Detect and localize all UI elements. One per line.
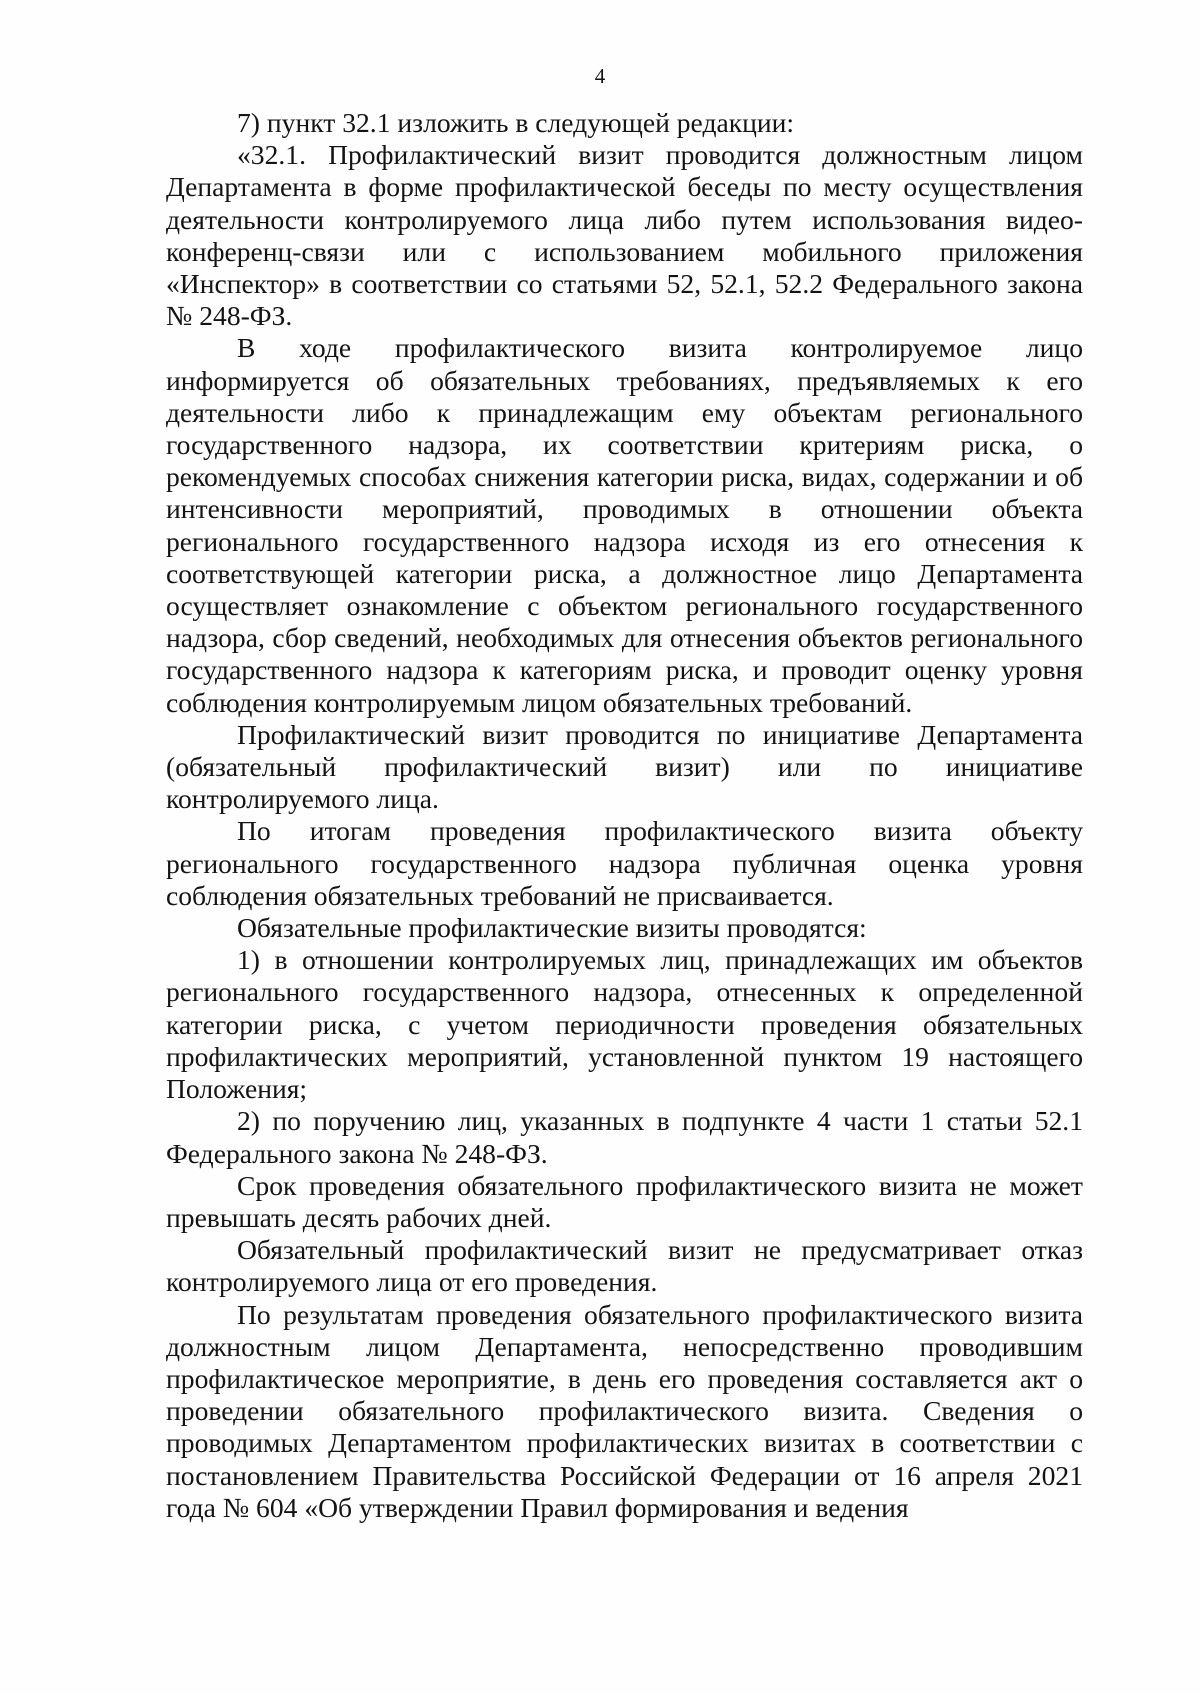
paragraph-visit-content: В ходе профилактического визита контролируемое лицо информируется об обязательных требованиях, предъявляемых к его деятельности либо к принадлежащим ему объектам регионального государственного надзора, их соответствии критериям риска, о рекомендуемых способах снижения категории риска, видах, содержании и об интенсивности мероприятий, проводимых в отношении объекта регионального государственного надзора исходя из его отнесения к соответствующей категории риска, а должностное лицо Департамента осуществляет ознакомление с объектом регионального государственного надзора, сбор сведений, необходимых для отнесения объектов регионального государственного надзора к категориям риска, и проводит оценку уровня соблюдения контролируемым лицом обязательных требований. [166,332,1083,718]
paragraph-amendment-intro: 7) пункт 32.1 изложить в следующей редакции: [237,107,795,138]
document-body [166,107,1083,1524]
paragraph-results-act: По результатам проведения обязательного профилактического визита должностным лицом Департамента, непосредственно проводившим профилактическое мероприятие, в день его проведения составляется акт о проведении обязательного профилактического визита. Сведения о проводимых Департаментом профилактических визитах в соответствии с постановлением Правительства Российской Федерации от 16 апреля 2021 года № 604 «Об утверждении Правил формирования и ведения [166,1298,1083,1523]
paragraph-32-1: «32.1. Профилактический визит проводится должностным лицом Департамента в форме профилактической беседы по месту осуществления деятельности контролируемого лица либо путем использования видео-конференц-связи или с использованием мобильного приложения «Инспектор» в соответствии со статьями 52, 52.1, 52.2 Федерального закона № 248-ФЗ. [166,139,1083,332]
paragraph-no-public-score: По итогам проведения профилактического визита объекту регионального государственного надзора публичная оценка уровня соблюдения обязательных требований не присваивается. [166,815,1083,911]
paragraph-duration: Срок проведения обязательного профилактического визита не может превышать десять рабочих дней. [166,1169,1083,1233]
list-item-2: 2) по поручению лиц, указанных в подпункте 4 части 1 статьи 52.1 Федерального закона № 248-ФЗ. [166,1105,1083,1169]
page-number: 4 [594,64,606,88]
list-item-1: 1) в отношении контролируемых лиц, принадлежащих им объектов регионального государственного надзора, отнесенных к определенной категории риска, с учетом периодичности проведения обязательных профилактических мероприятий, установленной пунктом 19 настоящего Положения; [166,944,1083,1105]
paragraph-initiative: Профилактический визит проводится по инициативе Департамента (обязательный профилактический визит) или по инициативе контролируемого лица. [166,718,1083,815]
paragraph-mandatory-visits: Обязательные профилактические визиты проводятся: [237,912,867,944]
paragraph-no-refusal: Обязательный профилактический визит не предусматривает отказ контролируемого лица от его проведения. [166,1234,1083,1298]
